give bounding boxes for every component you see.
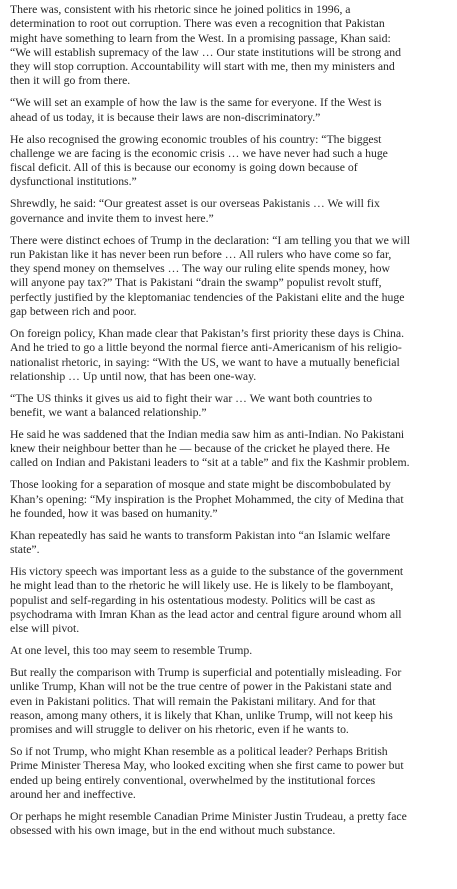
paragraph-13: But really the comparison with Trump is superficial and potentially misleading. For unlike Trump, Khan will not be the true centre of power in the Pakistani state and even in Pakistani politics. That will remain the Pakistani military. And for that reason, among many others, it is likely that Khan, unlike Trump, will not keep his promises and will struggle to deliver on his rhetoric, even if he wants to. xyxy=(10,666,402,737)
paragraph-3: He also recognised the growing economic troubles of his country: “The biggest challenge we are facing is the economic crisis … we have never had such a huge fiscal deficit. All of this is because our economy is going down because of dysfunctional institutions.” xyxy=(10,132,388,189)
paragraph-6: On foreign policy, Khan made clear that Pakistan’s first priority these days is China. And he tried to go a little beyond the normal fierce anti-Americanism of his religio- nationalist rhetoric, in saying: “With the US, we want to have a mutually beneficial relationship … Up until now, that has been one-way. xyxy=(10,326,404,383)
paragraph-1: There was, consistent with his rhetoric since he joined politics in 1996, a determination to root out corruption. There was even a recognition that Pakistan might have something to learn from the West. In a promising passage, Khan said: “We will establish supremacy of the law … Our state institutions will be strong and they will stop corruption. Accountability will start with me, then my ministers and then it will go from there. xyxy=(10,3,401,88)
paragraph-5: There were distinct echoes of Trump in the declaration: “I am telling you that we will run Pakistan like it has never been run before … All rulers who have come so far, they spend money on themselves … The way our ruling elite spends money, how will anyone pay tax?” That is Pakistani “drain the swamp” populist revolt stuff, perfectly justified by the kleptomaniac tendencies of the Pakistani elite and the huge gap between rich and poor. xyxy=(10,233,410,319)
paragraph-11: His victory speech was important less as a guide to the substance of the government he might lead than to the rhetoric he will likely use. He is likely to be flamboyant, populist and self-regarding in his ostentatious modesty. Politics will be cast as psychodrama with Imran Khan as the lead actor and central figure around whom all else will pivot. xyxy=(10,565,404,636)
paragraph-10: Khan repeatedly has said he wants to transform Pakistan into “an Islamic welfare state”. xyxy=(10,528,391,557)
paragraph-7: “The US thinks it gives us aid to fight their war … We want both countries to benefit, we want a balanced relationship.” xyxy=(10,391,373,419)
paragraph-4: Shrewdly, he said: “Our greatest asset is our overseas Pakistanis … We will fix governance and invite them to invest here.” xyxy=(10,197,380,225)
paragraph-8: He said he was saddened that the Indian media saw him as anti-Indian. No Pakistani knew their neighbour better than he — because of the cricket he played there. He called on Indian and Pakistani leaders to “sit at a table” and fix the Kashmir problem. xyxy=(10,427,410,470)
paragraph-14: So if not Trump, who might Khan resemble as a political leader? Perhaps British Prime Minister Theresa May, who looked exciting when she first came to power but ended up being entirely conventional, overwhelmed by the institutional forces around her and ineffective. xyxy=(10,745,404,801)
paragraph-15: Or perhaps he might resemble Canadian Prime Minister Justin Trudeau, a pretty face obsessed with his own image, but in the end without much substance. xyxy=(10,809,407,838)
paragraph-2: “We will set an example of how the law is the same for everyone. If the West is ahead of us today, it is because their laws are non-discriminatory.” xyxy=(10,96,382,124)
paragraph-12: At one level, this too may seem to resemble Trump. xyxy=(10,644,253,658)
paragraph-9: Those looking for a separation of mosque and state might be discombobulated by Khan’s opening: “My inspiration is the Prophet Mohammed, the city of Medina that he founded, how it was based on humanity.” xyxy=(10,478,404,520)
